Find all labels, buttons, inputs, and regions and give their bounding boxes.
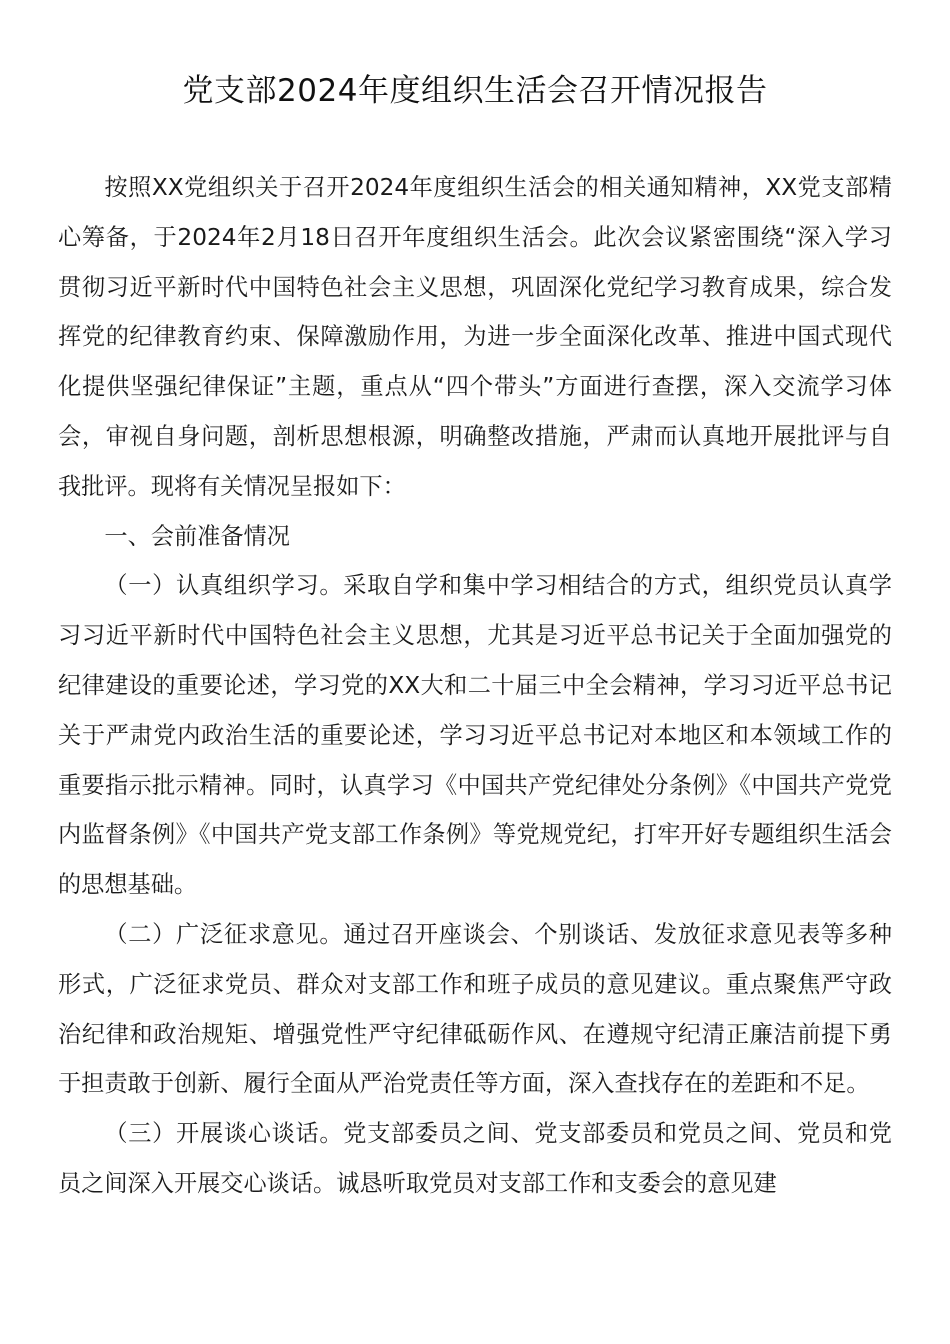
section-heading-preparation: 一、会前准备情况 (104, 522, 290, 550)
document-title: 党支部2024年度组织生活会召开情况报告 (182, 73, 768, 109)
document-body (58, 163, 892, 1209)
intro-paragraph: 按照XX党组织关于召开2024年度组织生活会的相关通知精神，XX党支部精心筹备，于2024年2月18日召开年度组织生活会。此次会议紧密围绕“深入学习贯彻习近平新时代中国特色社会主义思想，巩固深化党纪学习教育成果，综合发挥党的纪律教育约束、保障激励作用，为进一步全面深化改革、推进中国式现代化提供坚强纪律保证”主题，重点从“四个带头”方面进行查摆，深入交流学习体会，审视自身问题，剖析思想根源，明确整改措施，严肃而认真地开展批评与自我批评。现将有关情况呈报如下： (58, 174, 892, 500)
paragraph-heart-to-heart-talks: （三）开展谈心谈话。党支部委员之间、党支部委员和党员之间、党员和党员之间深入开展交心谈话。诚恳听取党员对支部工作和支委会的意见建 (58, 1120, 892, 1197)
paragraph-solicit-opinions: （二）广泛征求意见。通过召开座谈会、个别谈话、发放征求意见表等多种形式，广泛征求党员、群众对支部工作和班子成员的意见建议。重点聚焦严守政治纪律和政治规矩、增强党性严守纪律砥砺作风、在遵规守纪清正廉洁前提下勇于担责敢于创新、履行全面从严治党责任等方面，深入查找存在的差距和不足。 (58, 920, 892, 1098)
paragraph-organize-study: （一）认真组织学习。采取自学和集中学习相结合的方式，组织党员认真学习习近平新时代中国特色社会主义思想，尤其是习近平总书记关于全面加强党的纪律建设的重要论述，学习党的XX大和二十届三中全会精神，学习习近平总书记关于严肃党内政治生活的重要论述，学习习近平总书记对本地区和本领域工作的重要指示批示精神。同时，认真学习《中国共产党纪律处分条例》《中国共产党党内监督条例》《中国共产党支部工作条例》等党规党纪，打牢开好专题组织生活会的思想基础。 (58, 572, 892, 899)
